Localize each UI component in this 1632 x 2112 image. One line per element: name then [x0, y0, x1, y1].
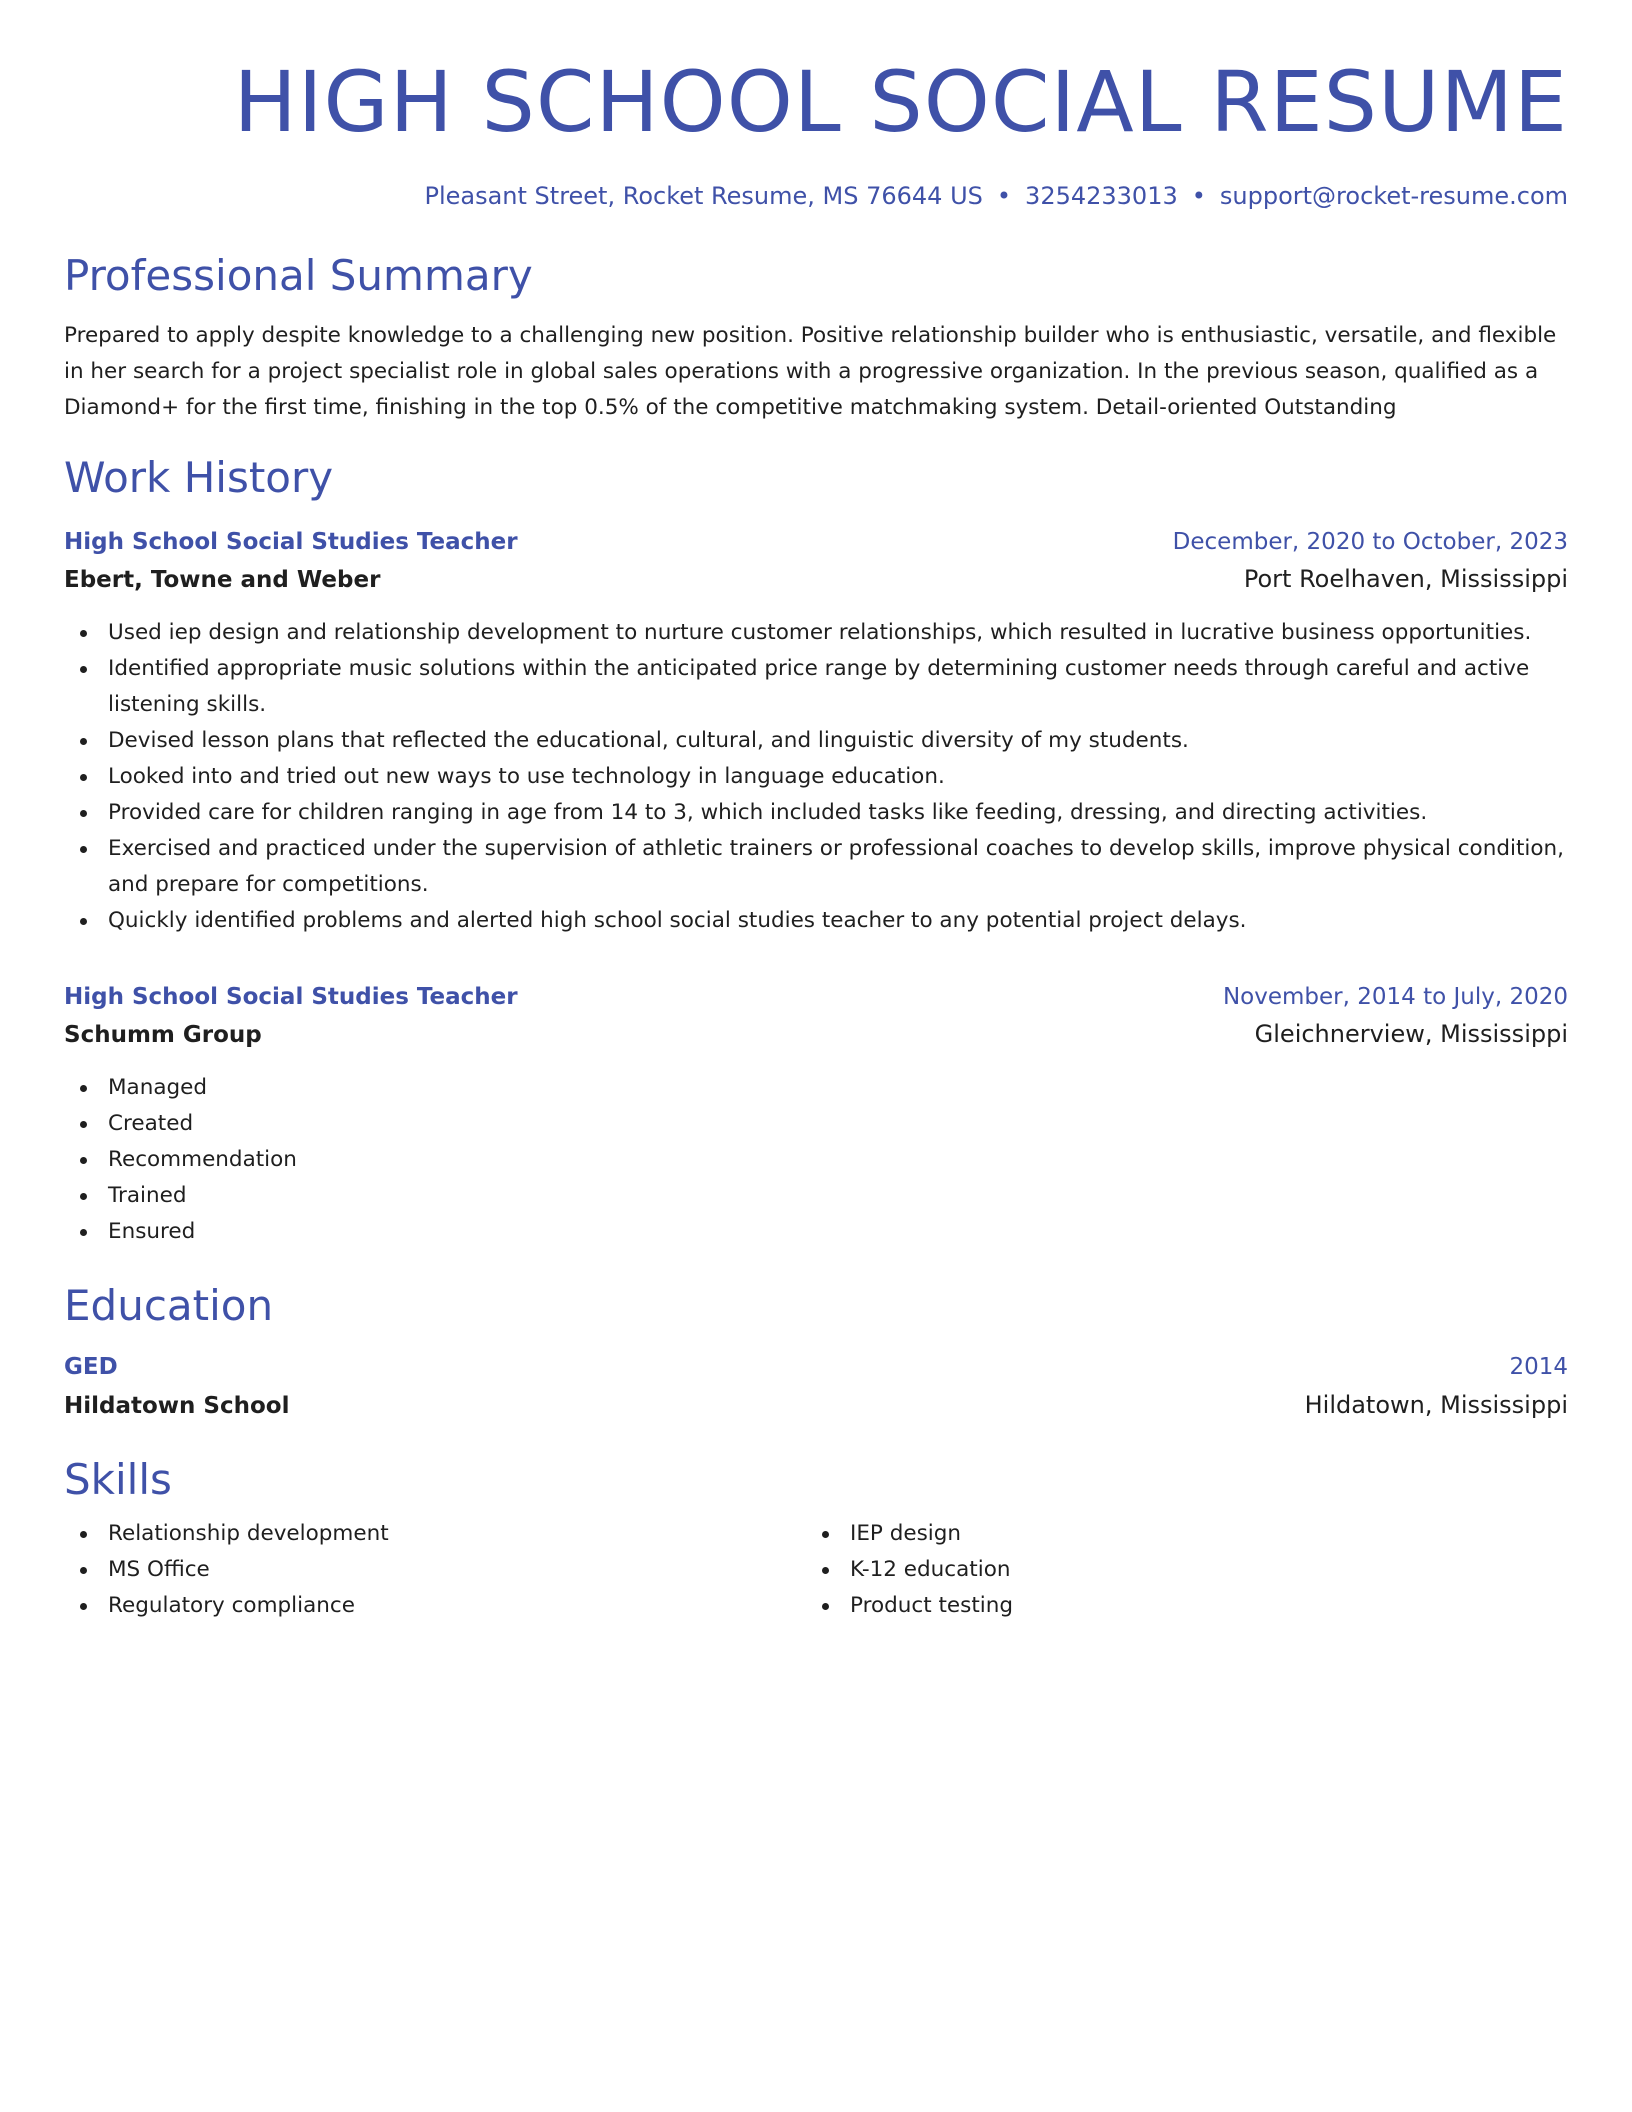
job-company-row: [64, 560, 1568, 599]
summary-text: Prepared to apply despite knowledge to a challenging new position. Positive relationship builder who is enthusiastic, versatile, and flexible in her search for a project specialist role in global sales operations with a progressive organization. In the previous season, qualified as a Diamond+ for the first time, finishing in the top 0.5% of the competitive matchmaking system. Detail-oriented Outstanding: [64, 323, 1557, 420]
skills-right-list: [806, 1516, 1548, 1624]
resume-page: [64, 52, 1568, 1624]
list-item: Quickly identified problems and alerted high school social studies teacher to any potential project delays.: [64, 903, 1568, 939]
education-entry: [64, 1348, 1568, 1426]
education-year: 2014: [1509, 1354, 1568, 1380]
contact-separator: •: [996, 182, 1012, 210]
contact-phone: 3254233013: [1025, 182, 1178, 210]
list-item: Looked into and tried out new ways to use technology in language education.: [64, 759, 1568, 795]
list-item: Exercised and practiced under the supervision of athletic trainers or professional coaches to develop skills, improve physical condition, and prepare for competitions.: [64, 831, 1568, 903]
list-item: Ensured: [64, 1214, 1568, 1250]
job-dates: November, 2014 to July, 2020: [1222, 984, 1568, 1010]
job-location: Port Roelhaven, Mississippi: [1243, 565, 1568, 593]
job-bullets: [64, 615, 1568, 939]
job-title: High School Social Studies Teacher: [64, 529, 518, 555]
list-item: Created: [64, 1106, 1568, 1142]
education-heading: Education: [64, 1281, 274, 1330]
list-item: Recommendation: [64, 1142, 1568, 1178]
list-item: Relationship development: [64, 1516, 806, 1552]
list-item: Trained: [64, 1178, 1568, 1214]
job-location: Gleichnerview, Mississippi: [1254, 1020, 1568, 1048]
list-item: Used iep design and relationship development to nurture customer relationships, which resulted in lucrative business opportunities.: [64, 615, 1568, 651]
list-item: Product testing: [806, 1588, 1548, 1624]
contact-separator: •: [1191, 182, 1206, 210]
contact-address: Pleasant Street, Rocket Resume, MS 76644 US: [424, 182, 983, 210]
contact-line: [64, 180, 1568, 212]
job-header-row: [64, 979, 1568, 1015]
education-header-row: [64, 1348, 1568, 1386]
summary-heading: Professional Summary: [64, 251, 533, 300]
job-bullets: [64, 1070, 1568, 1250]
skills-columns: [64, 1516, 1568, 1624]
job-company-row: [64, 1015, 1568, 1054]
list-item: K-12 education: [806, 1552, 1548, 1588]
list-item: IEP design: [806, 1516, 1548, 1552]
contact-email: support@rocket-resume.com: [1219, 182, 1568, 210]
job-title: High School Social Studies Teacher: [64, 984, 518, 1010]
education-location: Hildatown, Mississippi: [1304, 1391, 1568, 1419]
education-school: Hildatown School: [64, 1393, 290, 1419]
job-dates: December, 2020 to October, 2023: [1172, 529, 1568, 555]
skills-left-list: [64, 1516, 806, 1624]
education-school-row: [64, 1386, 1568, 1426]
list-item: Provided care for children ranging in age from 14 to 3, which included tasks like feeding, dressing, and directing activities.: [64, 795, 1568, 831]
education-degree: GED: [64, 1354, 118, 1380]
list-item: Identified appropriate music solutions within the anticipated price range by determining customer needs through careful and active listening skills.: [64, 651, 1568, 723]
list-item: MS Office: [64, 1552, 806, 1588]
skills-heading: Skills: [64, 1455, 172, 1504]
job-entry: [64, 979, 1568, 1250]
work-history-heading: Work History: [64, 453, 334, 502]
job-company: Ebert, Towne and Weber: [64, 567, 381, 593]
job-header-row: [64, 524, 1568, 560]
job-entry: [64, 524, 1568, 939]
resume-name: HIGH SCHOOL SOCIAL RESUME: [233, 53, 1568, 151]
job-company: Schumm Group: [64, 1022, 262, 1048]
list-item: Devised lesson plans that reflected the educational, cultural, and linguistic diversity of my students.: [64, 723, 1568, 759]
list-item: Regulatory compliance: [64, 1588, 806, 1624]
list-item: Managed: [64, 1070, 1568, 1106]
